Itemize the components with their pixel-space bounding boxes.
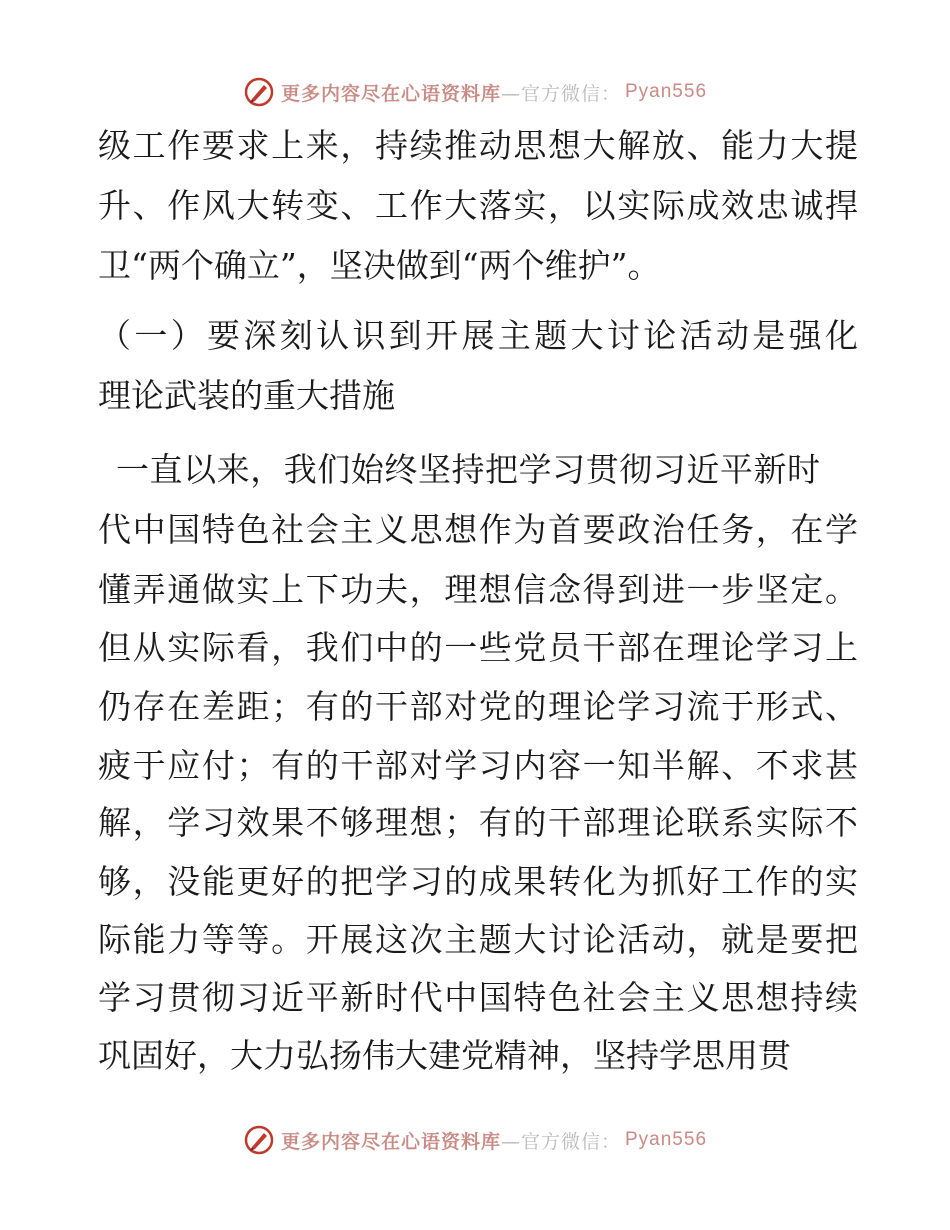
- header-watermark: [0, 72, 950, 112]
- text-line: 解，学习效果不够理想；有的干部理论联系实际不: [98, 803, 858, 842]
- pen-logo-icon: [243, 1124, 275, 1156]
- text-line: 级工作要求上来，持续推动思想大解放、能力大提: [98, 126, 858, 165]
- watermark-wechat-id: Pyan556: [625, 81, 708, 102]
- text-line: 一直以来，我们始终坚持把学习贯彻习近平新时: [116, 450, 820, 489]
- text-line: 疲于应付；有的干部对学习内容一知半解、不求甚: [98, 746, 858, 785]
- watermark-separator: —官方微信：: [500, 82, 621, 105]
- watermark-wechat-id: Pyan556: [625, 1129, 708, 1150]
- text-line: 懂弄通做实上下功夫，理想信念得到进一步坚定。: [98, 570, 858, 609]
- text-line: 够，没能更好的把学习的成果转化为抓好工作的实: [98, 862, 858, 901]
- text-line: 巩固好，大力弘扬伟大建党精神，坚持学思用贯: [98, 1036, 791, 1075]
- text-line: 升、作风大转变、工作大落实，以实际成效忠诚捍: [98, 186, 858, 225]
- watermark-text: 更多内容尽在心语资料库: [280, 1130, 501, 1153]
- section-heading-line: 理论武装的重大措施: [98, 376, 395, 415]
- pen-logo-icon: [243, 76, 275, 108]
- section-heading-line: （一）要深刻认识到开展主题大讨论活动是强化: [98, 316, 858, 355]
- text-line: 学习贯彻习近平新时代中国特色社会主义思想持续: [98, 978, 858, 1017]
- text-line: 仍存在差距；有的干部对党的理论学习流于形式、: [98, 687, 858, 726]
- text-line: 卫“两个确立”，坚决做到“两个维护”。: [98, 246, 661, 285]
- footer-watermark: [0, 1120, 950, 1160]
- watermark-text: 更多内容尽在心语资料库: [280, 82, 501, 105]
- watermark-separator: —官方微信：: [500, 1130, 621, 1153]
- text-line: 代中国特色社会主义思想作为首要政治任务，在学: [98, 510, 858, 549]
- text-line: 际能力等等。开展这次主题大讨论活动，就是要把: [98, 920, 858, 959]
- text-line: 但从实际看，我们中的一些党员干部在理论学习上: [98, 628, 858, 667]
